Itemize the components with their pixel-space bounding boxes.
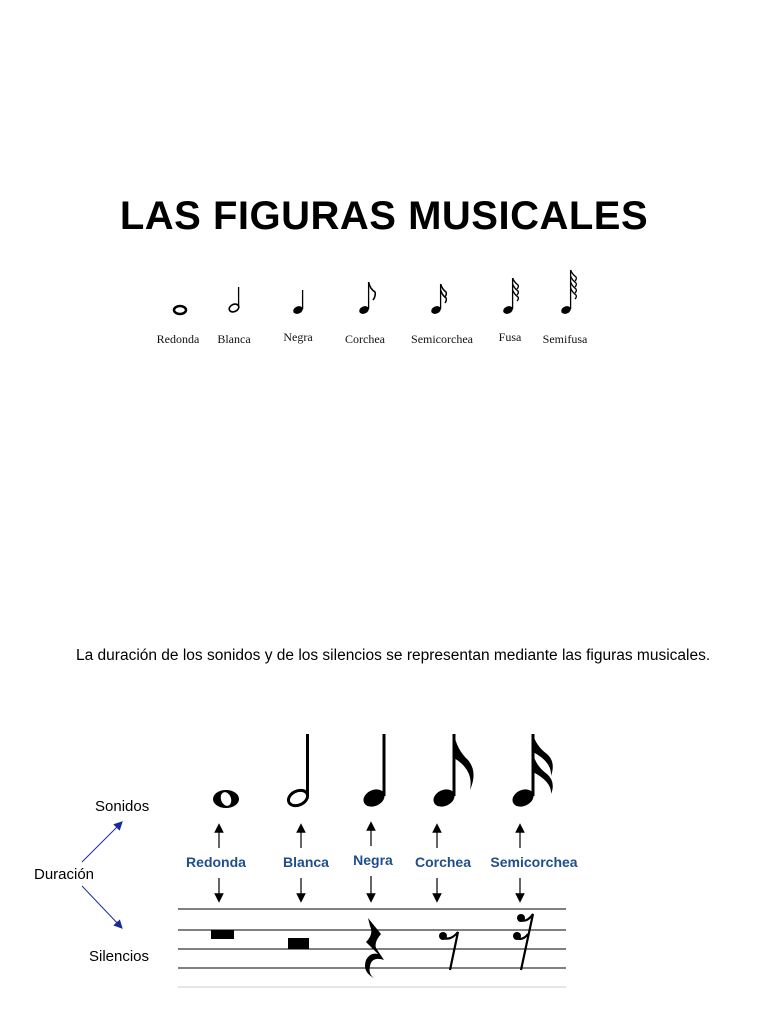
half-note-icon bbox=[226, 262, 246, 322]
top-label-redonda: Redonda bbox=[156, 332, 200, 346]
whole-note-icon bbox=[213, 790, 239, 808]
thirty-second-note-icon bbox=[500, 262, 520, 322]
quarter-note-icon bbox=[290, 262, 310, 322]
whole-note-icon bbox=[170, 262, 190, 322]
arrow-to-silencios bbox=[82, 886, 120, 926]
figure-name-negra: Negra bbox=[353, 852, 393, 868]
top-label-semifusa: Semifusa bbox=[542, 332, 588, 346]
top-figures-row bbox=[140, 262, 610, 362]
top-label-fusa: Fusa bbox=[498, 330, 522, 344]
top-label-negra: Negra bbox=[283, 330, 313, 344]
half-rest-icon bbox=[288, 938, 309, 949]
silencios-label: Silencios bbox=[89, 948, 150, 965]
figure-name-blanca: Blanca bbox=[283, 854, 329, 870]
description-paragraph: La duración de los sonidos y de los silencios se representan mediante las figuras musicales. bbox=[76, 647, 711, 664]
top-label-corchea: Corchea bbox=[345, 332, 385, 346]
sixteenth-note-icon bbox=[510, 734, 553, 810]
duracion-label: Duración bbox=[34, 866, 95, 883]
eighth-note-icon bbox=[356, 262, 376, 322]
figure-name-corchea: Corchea bbox=[414, 854, 472, 870]
top-label-semicorchea: Semicorchea bbox=[411, 332, 473, 346]
quarter-note-icon bbox=[361, 734, 388, 810]
top-label-blanca: Blanca bbox=[217, 332, 251, 346]
duration-diagram bbox=[0, 720, 768, 1020]
sixteenth-note-icon bbox=[428, 262, 448, 322]
half-note-icon bbox=[286, 734, 310, 809]
figure-name-semicorchea: Semicorchea bbox=[490, 854, 578, 870]
page-title: LAS FIGURAS MUSICALES bbox=[119, 194, 649, 238]
whole-rest-icon bbox=[211, 930, 234, 939]
sixty-fourth-note-icon bbox=[558, 262, 578, 322]
quarter-rest-icon bbox=[365, 918, 384, 978]
sonidos-label: Sonidos bbox=[95, 798, 150, 815]
eighth-rest-icon bbox=[439, 932, 458, 970]
eighth-note-icon bbox=[431, 734, 474, 810]
diagram-graphics bbox=[0, 720, 768, 1020]
figure-name-redonda: Redonda bbox=[186, 854, 246, 870]
arrow-to-sonidos bbox=[82, 824, 120, 862]
sixteenth-rest-icon bbox=[513, 914, 533, 970]
